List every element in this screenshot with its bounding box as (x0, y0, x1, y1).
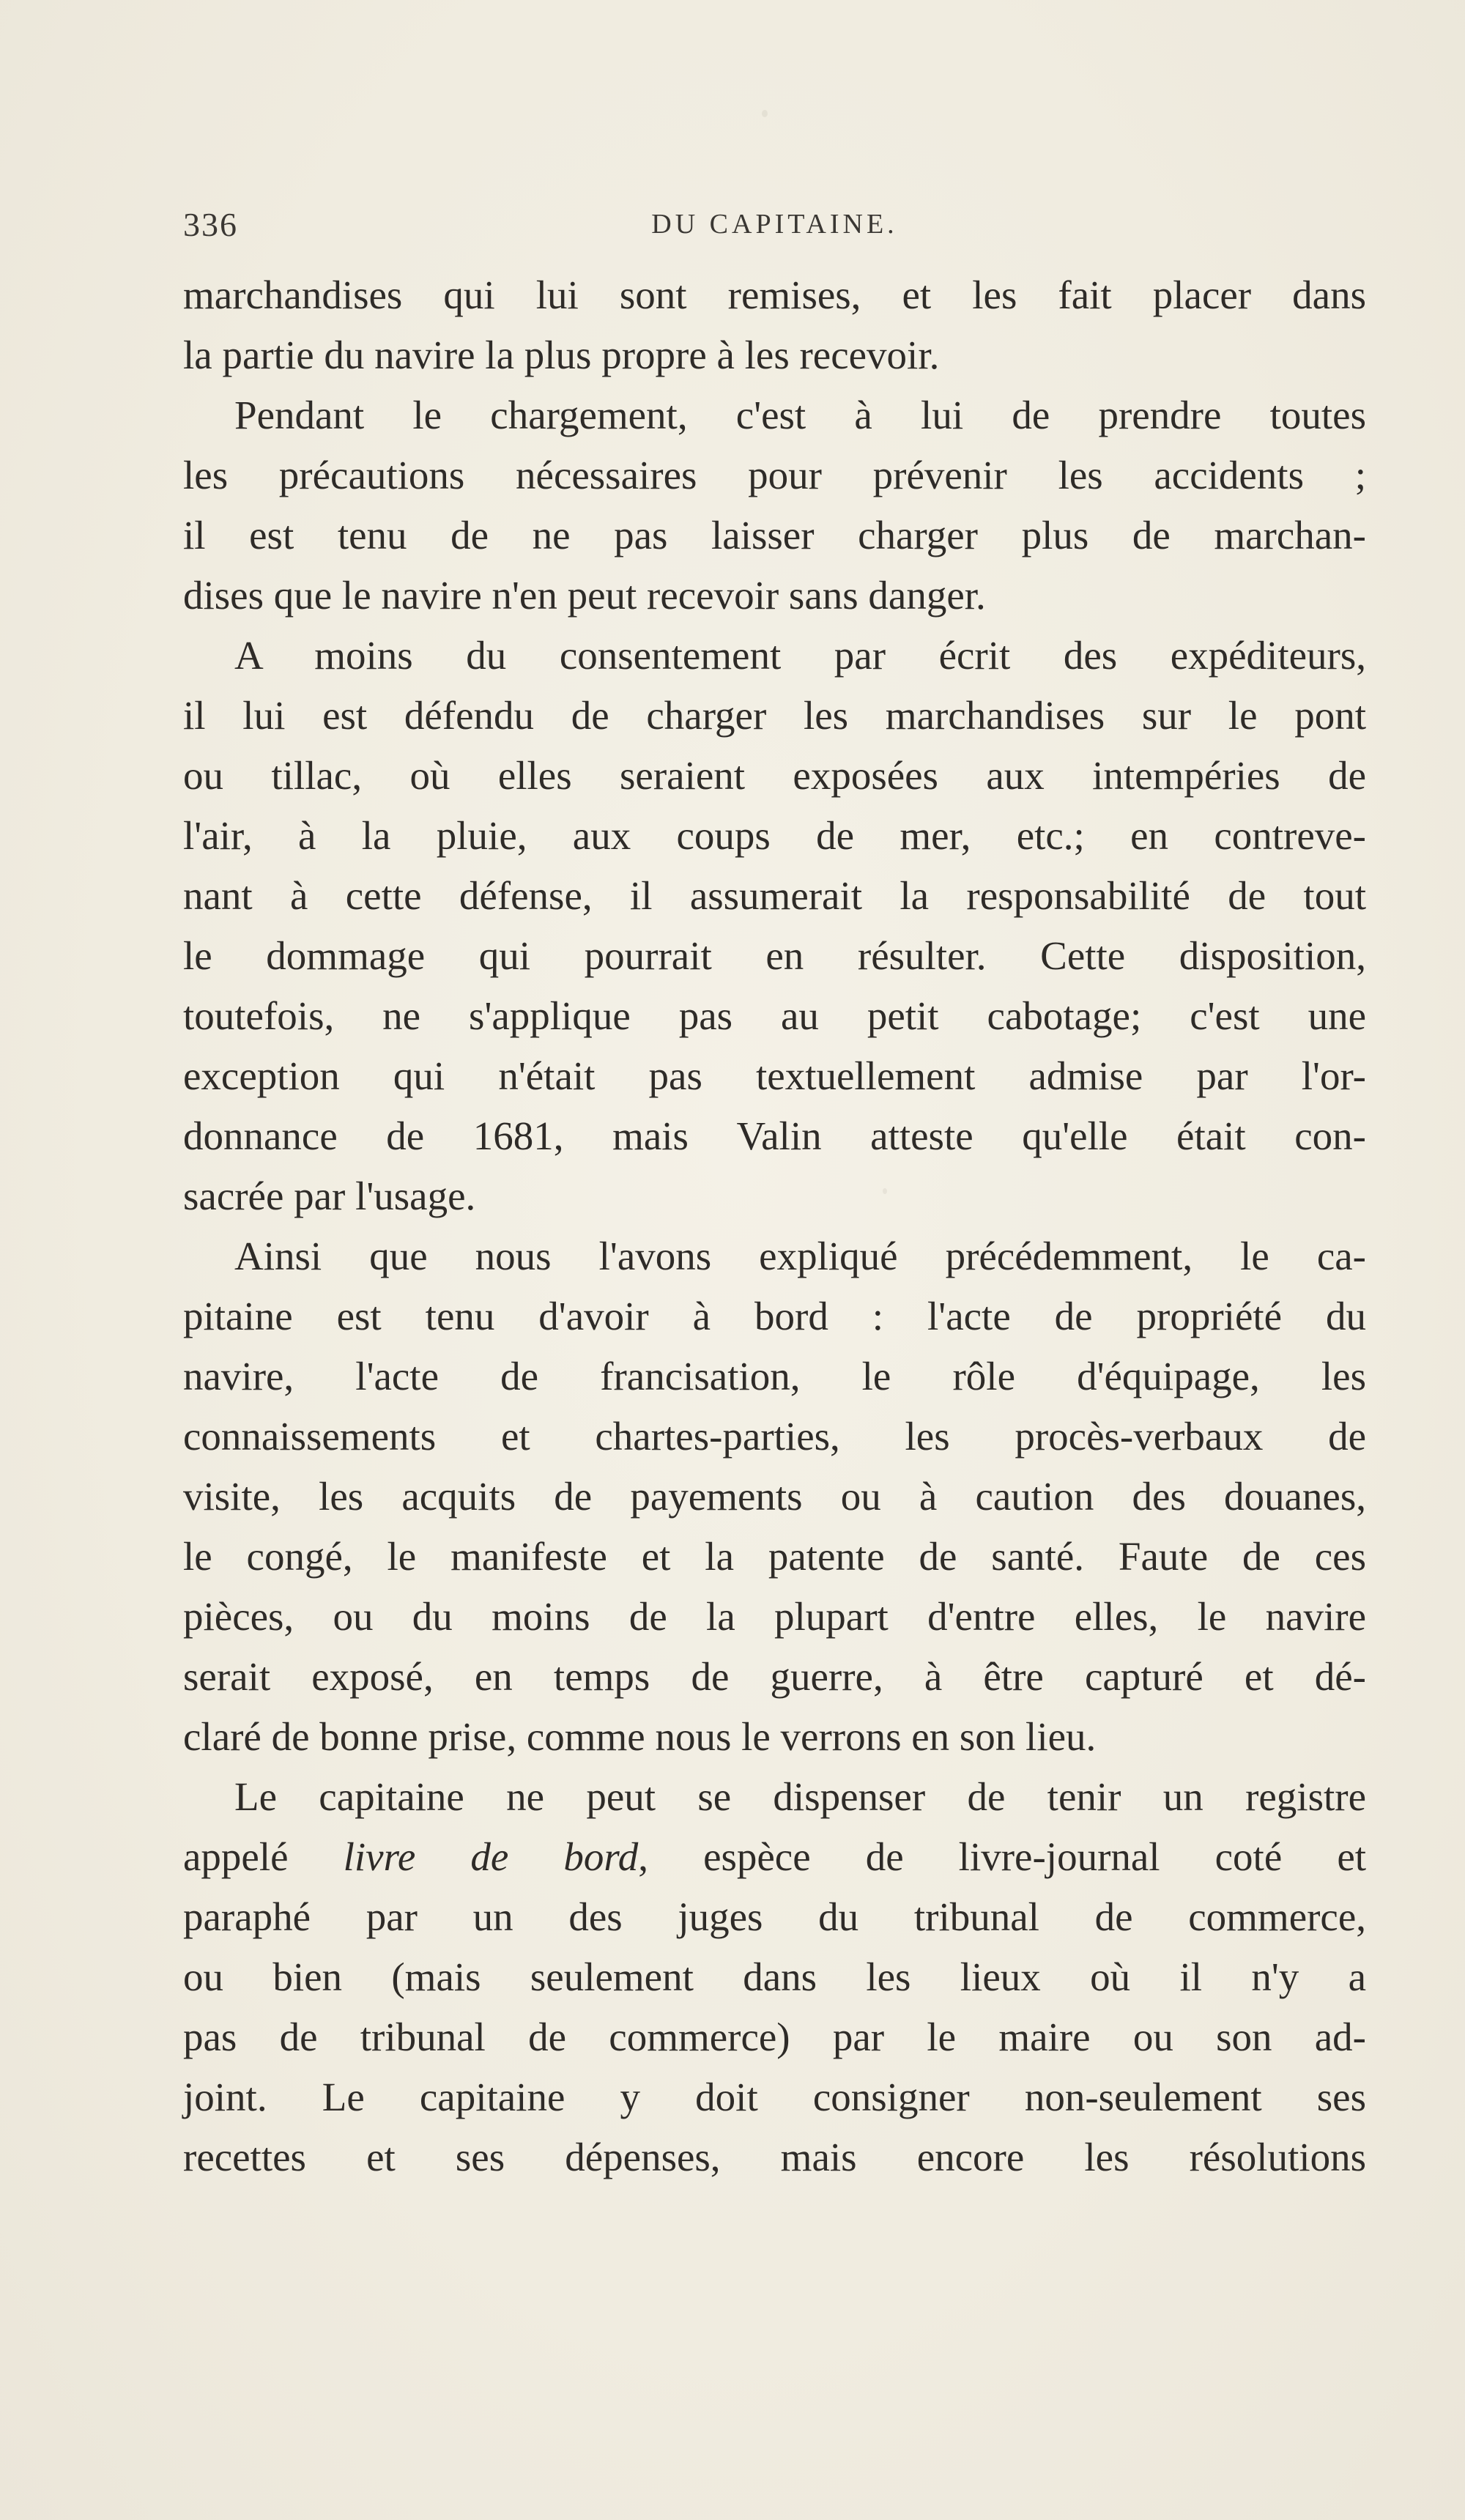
text-line: il est tenu de ne pas laisser charger plus de marchan- (183, 513, 1366, 557)
body-text (183, 265, 1366, 2187)
text-line: Pendant le chargement, c'est à lui de prendre toutes (234, 393, 1366, 437)
text-line: A moins du consentement par écrit des expéditeurs, (234, 633, 1366, 678)
text-line: marchandises qui lui sont remises, et les fait placer dans (183, 273, 1366, 317)
text-line: serait exposé, en temps de guerre, à être capturé et dé- (183, 1654, 1366, 1699)
running-title: DU CAPITAINE. (651, 209, 898, 240)
text-line: paraphé par un des juges du tribunal de commerce, (183, 1894, 1366, 1939)
text-line: claré de bonne prise, comme nous le verrons en son lieu. (183, 1714, 1097, 1759)
text-line: le dommage qui pourrait en résulter. Cette disposition, (183, 933, 1366, 978)
text-line: donnance de 1681, mais Valin atteste qu'elle était con- (183, 1113, 1366, 1158)
text-line: recettes et ses dépenses, mais encore les résolutions (183, 2135, 1366, 2179)
text-segment: appelé (183, 1834, 289, 1879)
text-line: pièces, ou du moins de la plupart d'entre elles, le navire (183, 1594, 1366, 1639)
text-line: l'air, à la pluie, aux coups de mer, etc.; en contreve- (183, 813, 1366, 858)
text-line: il lui est défendu de charger les marchandises sur le pont (183, 693, 1366, 738)
text-line: toutefois, ne s'applique pas au petit cabotage; c'est une (183, 993, 1366, 1038)
text-line: Le capitaine ne peut se dispenser de tenir un registre (234, 1774, 1366, 1819)
text-line: les précautions nécessaires pour prévenir les accidents ; (183, 453, 1366, 497)
text-line: pitaine est tenu d'avoir à bord : l'acte de propriété du (183, 1294, 1366, 1338)
italic-term: livre de bord (343, 1834, 639, 1879)
text-line: sacrée par l'usage. (183, 1174, 476, 1218)
text-line: ou tillac, où elles seraient exposées aux intempéries de (183, 753, 1366, 798)
text-line: exception qui n'était pas textuellement admise par l'or- (183, 1053, 1366, 1098)
text-line: Ainsi que nous l'avons expliqué précédemment, le ca- (234, 1234, 1366, 1278)
text-line: pas de tribunal de commerce) par le maire ou son ad- (183, 2015, 1366, 2059)
text-line: connaissements et chartes-parties, les procès-verbaux de (183, 1414, 1366, 1459)
page-number: 336 (183, 206, 238, 243)
text-line: le congé, le manifeste et la patente de santé. Faute de ces (183, 1534, 1366, 1579)
text-line-mixed (183, 1827, 1366, 1887)
text-line: dises que le navire n'en peut recevoir sans danger. (183, 573, 986, 618)
text-line: nant à cette défense, il assumerait la responsabilité de tout (183, 873, 1366, 918)
running-head (183, 205, 1366, 249)
text-line: joint. Le capitaine y doit consigner non-seulement ses (183, 2075, 1366, 2119)
paper-stain (762, 110, 768, 117)
text-line: visite, les acquits de payements ou à caution des douanes, (183, 1474, 1366, 1519)
text-line: la partie du navire la plus propre à les recevoir. (183, 333, 940, 377)
text-line: ou bien (mais seulement dans les lieux où il n'y a (183, 1954, 1366, 1999)
text-segment: , espèce de livre-journal coté et (638, 1834, 1367, 1879)
text-line: navire, l'acte de francisation, le rôle d'équipage, les (183, 1354, 1366, 1398)
